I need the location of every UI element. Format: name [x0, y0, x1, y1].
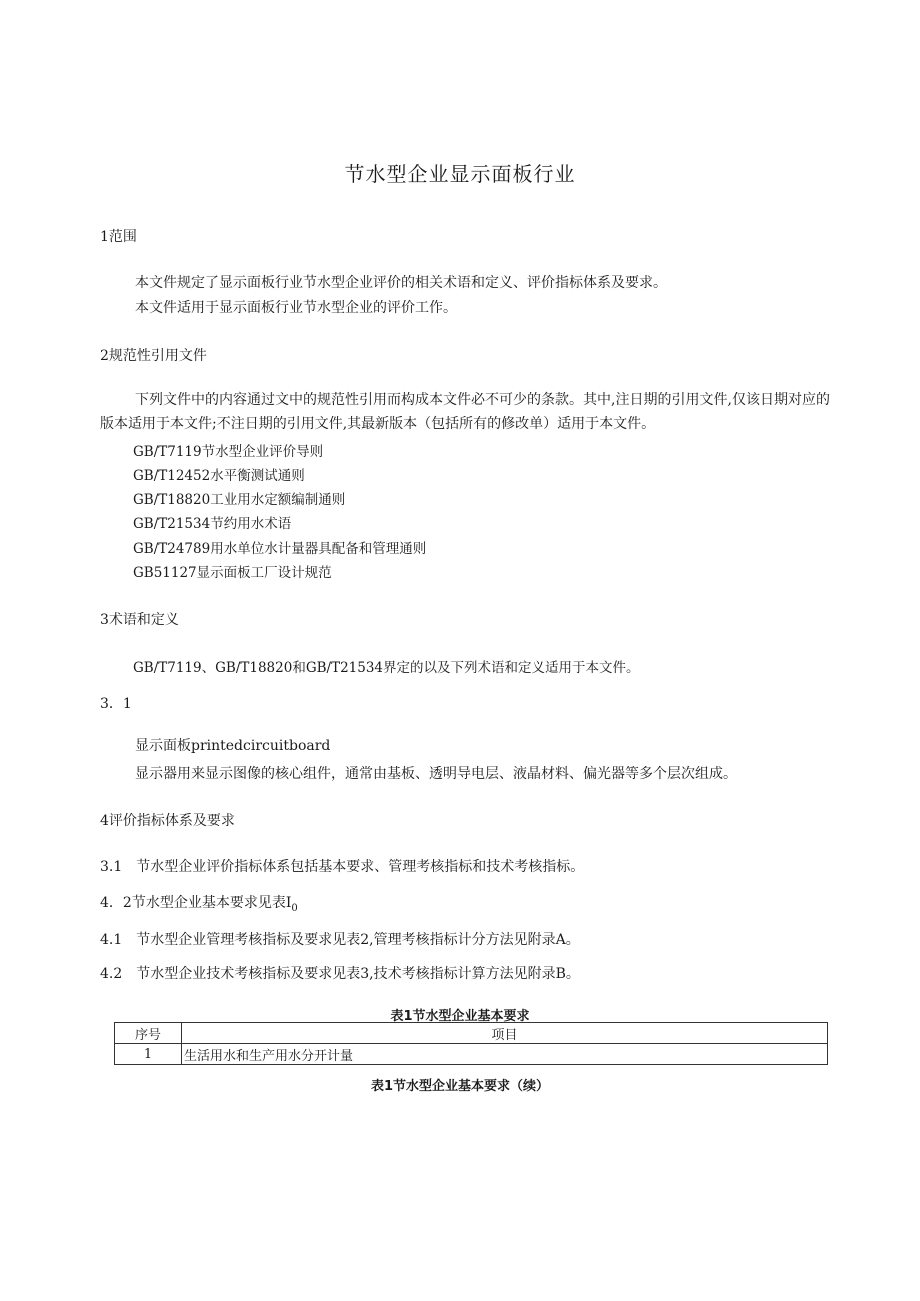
reference-item: GB/T7119节水型企业评价导则: [133, 444, 324, 460]
reference-item: GB/T24789用水单位水计量器具配备和管理通则: [133, 541, 427, 557]
scope-paragraph-2: 本文件适用于显示面板行业节水型企业的评价工作。: [135, 300, 457, 316]
reference-item: GB/T12452水平衡测试通则: [133, 468, 305, 484]
table-header-row: [115, 1023, 828, 1044]
reference-item: GB51127显示面板工厂设计规范: [133, 565, 332, 581]
clause-number: 3．1: [100, 696, 132, 712]
reference-item: GB/T21534节约用水术语: [133, 516, 292, 532]
clause-item: 4.1 节水型企业管理考核指标及要求见表2,管理考核指标计分方法见附录A。: [100, 932, 580, 948]
section-heading-references: 2规范性引用文件: [100, 348, 207, 364]
table-header-no: 序号: [115, 1023, 182, 1044]
term-name: 显示面板printedcircuitboard: [135, 738, 331, 754]
section-heading-scope: 1范围: [100, 229, 137, 245]
scope-paragraph-1: 本文件规定了显示面板行业节水型企业评价的相关术语和定义、评价指标体系及要求。: [135, 275, 667, 291]
section-heading-evaluation: 4评价指标体系及要求: [100, 813, 235, 829]
page-title: 节水型企业显示面板行业: [344, 162, 576, 186]
clause-item: 3.1 节水型企业评价指标体系包括基本要求、管理考核指标和技术考核指标。: [100, 859, 585, 875]
references-intro: 下列文件中的内容通过文中的规范性引用而构成本文件必不可少的条款。其中,注日期的引用文件,仅该日期对应的版本适用于本文件;不注日期的引用文件,其最新版本（包括所有的修改单）适用于本文件。: [100, 392, 830, 432]
table-cell-no: 1: [115, 1044, 182, 1065]
reference-item: GB/T18820工业用水定额编制通则: [133, 492, 346, 508]
table-header-item: 项目: [182, 1023, 828, 1044]
clause-item: 4.2 节水型企业技术考核指标及要求见表3,技术考核指标计算方法见附录B。: [100, 966, 580, 982]
terms-intro: GB/T7119、GB/T18820和GB/T21534界定的以及下列术语和定义适用于本文件。: [133, 660, 640, 676]
table-row: [115, 1044, 828, 1065]
table-caption-continued: 表1节水型企业基本要求（续）: [370, 1079, 550, 1094]
table-caption: 表1节水型企业基本要求: [390, 1009, 530, 1024]
term-definition: 显示器用来显示图像的核心组件，通常由基板、透明导电层、液晶材料、偏光器等多个层次组成。: [135, 766, 737, 782]
section-heading-terms: 3术语和定义: [100, 612, 179, 628]
table-cell-item: 生活用水和生产用水分开计量: [182, 1044, 828, 1065]
basic-requirements-table: [114, 1022, 828, 1065]
clause-item: 4．2节水型企业基本要求见表$I_0$: [100, 895, 298, 914]
